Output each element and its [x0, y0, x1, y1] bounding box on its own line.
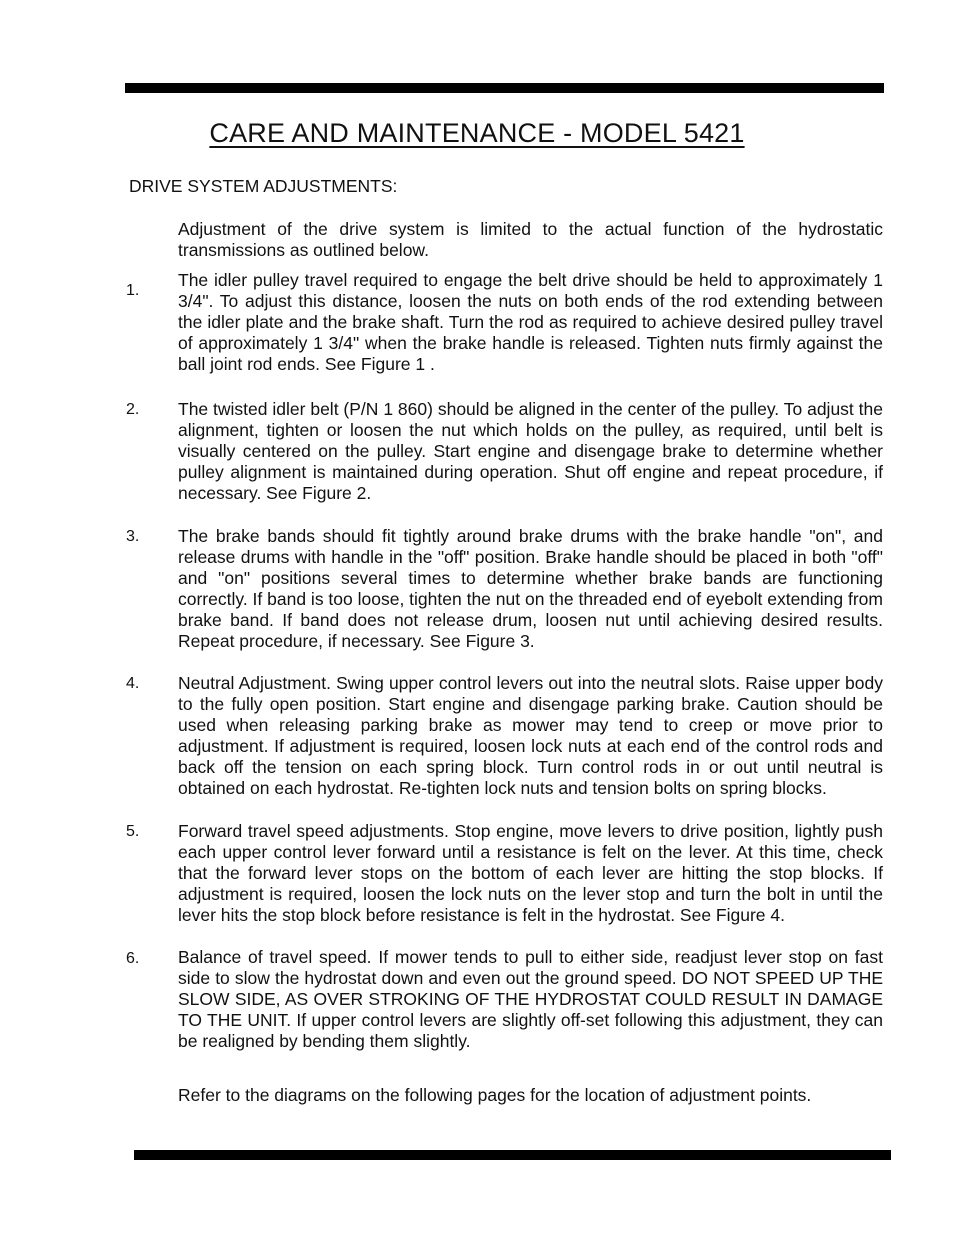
intro-paragraph: Adjustment of the drive system is limited to the actual function of the hydrostatic transmissions as outlined below. — [178, 219, 883, 260]
item-text: Forward travel speed adjustments. Stop engine, move levers to drive position, lightly push each upper control lever forward until a resistance is felt on the lever. At this time, check that the forward lever stops on the bottom of each lever are hitting the stop blocks. If adjustment is required, loosen the lock nuts on the lever stop and turn the bolt in until the lever hits the stop block before resistance is felt in the hydrostat. See Figure 4. — [178, 821, 883, 925]
closing-paragraph: Refer to the diagrams on the following pages for the location of adjustment points. — [178, 1085, 812, 1105]
item-number: 4. — [126, 675, 140, 692]
item-text: The twisted idler belt (P/N 1 860) should be aligned in the center of the pulley. To adjust the alignment, tighten or loosen the nut which holds on the pulley, as required, until belt is visually centered on the pulley. Start engine and disengage brake to determine whether pulley alignment is maintained during operation. Shut off engine and repeat procedure, if necessary. See Figure 2. — [178, 399, 883, 503]
item-number: 3. — [126, 528, 140, 545]
item-text: Balance of travel speed. If mower tends to pull to either side, readjust lever stop on fast side to slow the hydrostat down and even out the ground speed. DO NOT SPEED UP THE SLOW SIDE, AS OVER STROKING OF THE HYDROSTAT COULD RESULT IN DAMAGE TO THE UNIT. If upper control levers are slightly off-set following this adjustment, they can be realigned by bending them slightly. — [178, 947, 883, 1051]
item-number: 2. — [126, 401, 140, 418]
page-title: CARE AND MAINTENANCE - MODEL 5421 — [209, 118, 745, 148]
item-number: 5. — [126, 823, 140, 840]
item-number: 1. — [126, 282, 140, 299]
bottom-rule — [134, 1150, 891, 1160]
item-number: 6. — [126, 950, 140, 967]
item-text: The brake bands should fit tightly around brake drums with the brake handle "on", and release drums with handle in the "off" position. Brake handle should be placed in both "off" and "on" positions several times to determine whether brake bands are functioning correctly. If band is too loose, tighten the nut on the threaded end of eyebolt extending from brake band. If band does not release drum, loosen nut until achieving desired results. Repeat procedure, if necessary. See Figure 3. — [178, 526, 883, 651]
section-heading: DRIVE SYSTEM ADJUSTMENTS: — [129, 176, 398, 196]
item-text: The idler pulley travel required to engage the belt drive should be held to approximately 1 3/4". To adjust this distance, loosen the nuts on both ends of the rod extending between the idler plate and the brake shaft. Turn the rod as required to achieve desired pulley travel of approximately 1 3/4" when the brake handle is released. Tighten nuts firmly against the ball joint rod ends. See Figure 1 . — [178, 270, 883, 374]
item-text: Neutral Adjustment. Swing upper control levers out into the neutral slots. Raise upper body to the fully open position. Start engine and disengage parking brake. Caution should be used when releasing parking brake as mower may tend to creep or move prior to adjustment. If adjustment is required, loosen lock nuts at each end of the control rods and back off the tension on each spring block. Turn control rods in or out until neutral is obtained on each hydrostat. Re-tighten lock nuts and tension bolts on spring blocks. — [178, 673, 883, 798]
top-rule — [125, 83, 884, 93]
